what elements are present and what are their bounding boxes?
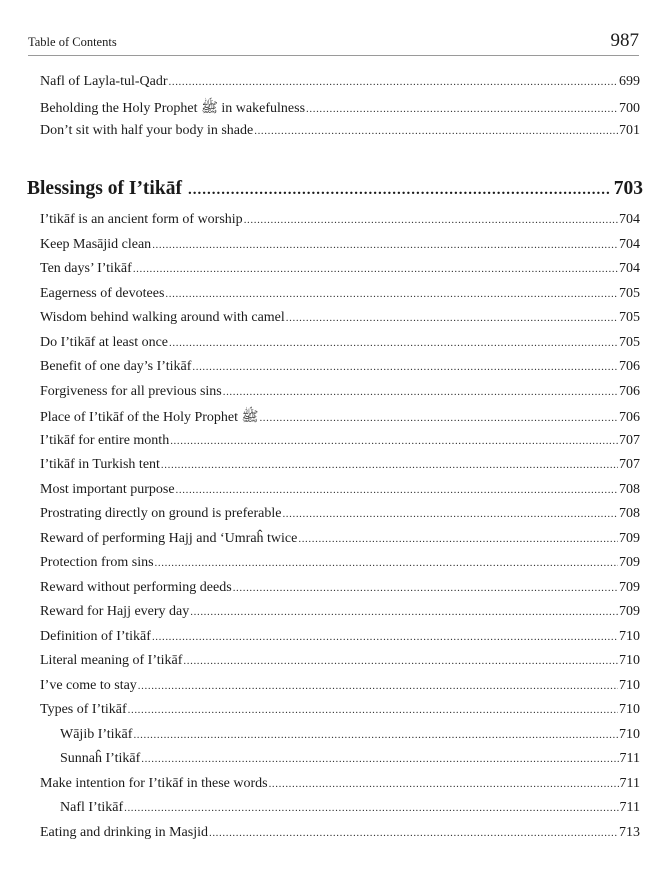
dot-leader <box>133 729 618 741</box>
entry-page-number: 710 <box>619 653 640 668</box>
toc-entry[interactable] <box>40 384 640 409</box>
toc-entry[interactable] <box>40 825 640 850</box>
dot-leader <box>133 263 618 275</box>
toc-entry[interactable] <box>40 261 640 286</box>
entry-page-number: 707 <box>619 432 640 448</box>
dot-leader <box>286 312 618 324</box>
entry-page-number: 705 <box>619 334 640 350</box>
toc-entry[interactable] <box>40 482 640 507</box>
toc-entry[interactable] <box>40 123 640 148</box>
entry-title: Eating and drinking in Masjid <box>40 824 208 840</box>
dot-leader <box>169 337 618 349</box>
entry-page-number: 706 <box>619 410 640 425</box>
toc-entry[interactable] <box>40 310 640 335</box>
entry-title: Don’t sit with half your body in shade <box>40 123 254 138</box>
entry-title: Forgiveness for all previous sins <box>40 383 222 399</box>
entry-title: I’tikāf is an ancient form of worship <box>40 212 243 227</box>
entry-title: I’ve come to stay <box>40 677 137 693</box>
page-header <box>28 29 639 56</box>
entry-page-number: 710 <box>619 677 640 693</box>
toc-entry[interactable] <box>40 531 640 556</box>
entry-page-number: 708 <box>619 481 640 497</box>
entry-title: Reward without performing deeds <box>40 579 232 595</box>
dot-leader <box>124 802 618 814</box>
entry-page-number: 710 <box>619 726 640 742</box>
dot-leader <box>188 182 611 199</box>
dot-leader <box>170 435 618 447</box>
entry-page-number: 701 <box>619 123 640 138</box>
entry-page-number: 699 <box>619 74 640 89</box>
toc-entry[interactable] <box>40 653 640 678</box>
dot-leader <box>183 655 618 667</box>
entry-page-number: 713 <box>619 824 640 840</box>
entry-title: Definition of I’tikāf <box>40 628 151 644</box>
toc-entry[interactable] <box>40 74 640 99</box>
entry-title: I’tikāf in Turkish tent <box>40 457 160 472</box>
entry-page-number: 705 <box>619 285 640 301</box>
toc-entry[interactable] <box>40 359 640 384</box>
dot-leader <box>269 778 619 790</box>
toc-entry[interactable] <box>40 629 640 654</box>
toc-entry[interactable] <box>40 335 640 360</box>
dot-leader <box>259 412 618 424</box>
entry-title: Benefit of one day’s I’tikāf <box>40 359 192 374</box>
entry-page-number: 711 <box>619 775 640 791</box>
entry-title: Prostrating directly on ground is preferable <box>40 506 282 521</box>
entry-page-number: 704 <box>619 236 640 252</box>
dot-leader <box>306 103 618 115</box>
entry-page-number: 704 <box>619 261 640 276</box>
entry-title: Protection from sins <box>40 555 154 570</box>
toc-entry[interactable] <box>40 555 640 580</box>
chapter-page: 703 <box>613 178 643 199</box>
toc-entry[interactable] <box>40 237 640 262</box>
entry-title: Do I’tikāf at least once <box>40 334 169 350</box>
toc-entry[interactable] <box>40 580 640 605</box>
toc-entry[interactable] <box>40 433 640 458</box>
toc-entry[interactable] <box>40 286 640 311</box>
entry-title: Reward of performing Hajj and ‘Umraĥ twice <box>40 530 298 546</box>
entry-page-number: 700 <box>619 100 640 116</box>
dot-leader <box>223 386 618 398</box>
dot-leader <box>138 680 618 692</box>
entry-title: Make intention for I’tikāf in these words <box>40 775 268 791</box>
entry-title: Beholding the Holy Prophet ﷺ in wakefulness <box>40 100 306 116</box>
toc-list-chapter <box>40 212 640 849</box>
dot-leader <box>176 484 618 496</box>
entry-title: Types of I’tikāf <box>40 702 127 717</box>
dot-leader <box>209 827 618 839</box>
dot-leader <box>282 508 618 520</box>
page-number: 987 <box>610 30 639 51</box>
dot-leader <box>169 76 619 88</box>
entry-page-number: 710 <box>619 628 640 644</box>
toc-entry[interactable] <box>40 678 640 703</box>
dot-leader <box>141 753 618 765</box>
dot-leader <box>233 582 618 594</box>
dot-leader <box>192 361 618 373</box>
toc-entry[interactable] <box>40 506 640 531</box>
dot-leader <box>254 125 618 137</box>
entry-title: Wājib I’tikāf <box>60 726 133 742</box>
entry-page-number: 706 <box>619 383 640 399</box>
toc-entry[interactable] <box>40 408 640 433</box>
entry-title: Place of I’tikāf of the Holy Prophet ﷺ <box>40 410 259 425</box>
chapter-title: Blessings of I’tikāf <box>27 178 182 199</box>
entry-title: I’tikāf for entire month <box>40 432 170 448</box>
entry-page-number: 711 <box>619 800 640 815</box>
toc-entry[interactable] <box>40 702 640 727</box>
toc-entry[interactable] <box>40 99 640 124</box>
entry-page-number: 709 <box>619 604 640 619</box>
entry-title: Keep Masājid clean <box>40 236 152 252</box>
dot-leader <box>161 459 618 471</box>
toc-entry[interactable] <box>40 457 640 482</box>
dot-leader <box>244 214 618 226</box>
entry-title: Sunnaĥ I’tikāf <box>60 751 141 766</box>
entry-title: Literal meaning of I’tikāf <box>40 653 183 668</box>
dot-leader <box>152 239 618 251</box>
entry-title: Most important purpose <box>40 481 175 497</box>
entry-title: Eagerness of devotees <box>40 285 165 301</box>
running-head: Table of Contents <box>28 35 117 49</box>
toc-entry[interactable] <box>40 776 640 801</box>
toc-list-previous-chapter <box>40 74 640 148</box>
entry-page-number: 709 <box>619 555 640 570</box>
entry-title: Nafl I’tikāf <box>60 800 124 815</box>
entry-page-number: 707 <box>619 457 640 472</box>
dot-leader <box>165 288 618 300</box>
entry-page-number: 706 <box>619 359 640 374</box>
chapter-heading <box>27 178 643 200</box>
dot-leader <box>155 557 618 569</box>
entry-title: Wisdom behind walking around with camel <box>40 310 285 325</box>
toc-entry[interactable] <box>40 751 640 776</box>
entry-title: Nafl of Layla-tul-Qadr <box>40 74 168 89</box>
entry-title: Ten days’ I’tikāf <box>40 261 132 276</box>
entry-page-number: 711 <box>619 751 640 766</box>
entry-page-number: 705 <box>619 310 640 325</box>
entry-page-number: 709 <box>619 579 640 595</box>
toc-entry[interactable] <box>40 800 640 825</box>
entry-page-number: 708 <box>619 506 640 521</box>
entry-page-number: 704 <box>619 212 640 227</box>
dot-leader <box>152 631 618 643</box>
toc-entry[interactable] <box>40 212 640 237</box>
dot-leader <box>298 533 618 545</box>
entry-page-number: 710 <box>619 702 640 717</box>
toc-entry[interactable] <box>40 604 640 629</box>
toc-entry[interactable] <box>40 727 640 752</box>
dot-leader <box>190 606 618 618</box>
entry-title: Reward for Hajj every day <box>40 604 190 619</box>
entry-page-number: 709 <box>619 530 640 546</box>
dot-leader <box>128 704 618 716</box>
